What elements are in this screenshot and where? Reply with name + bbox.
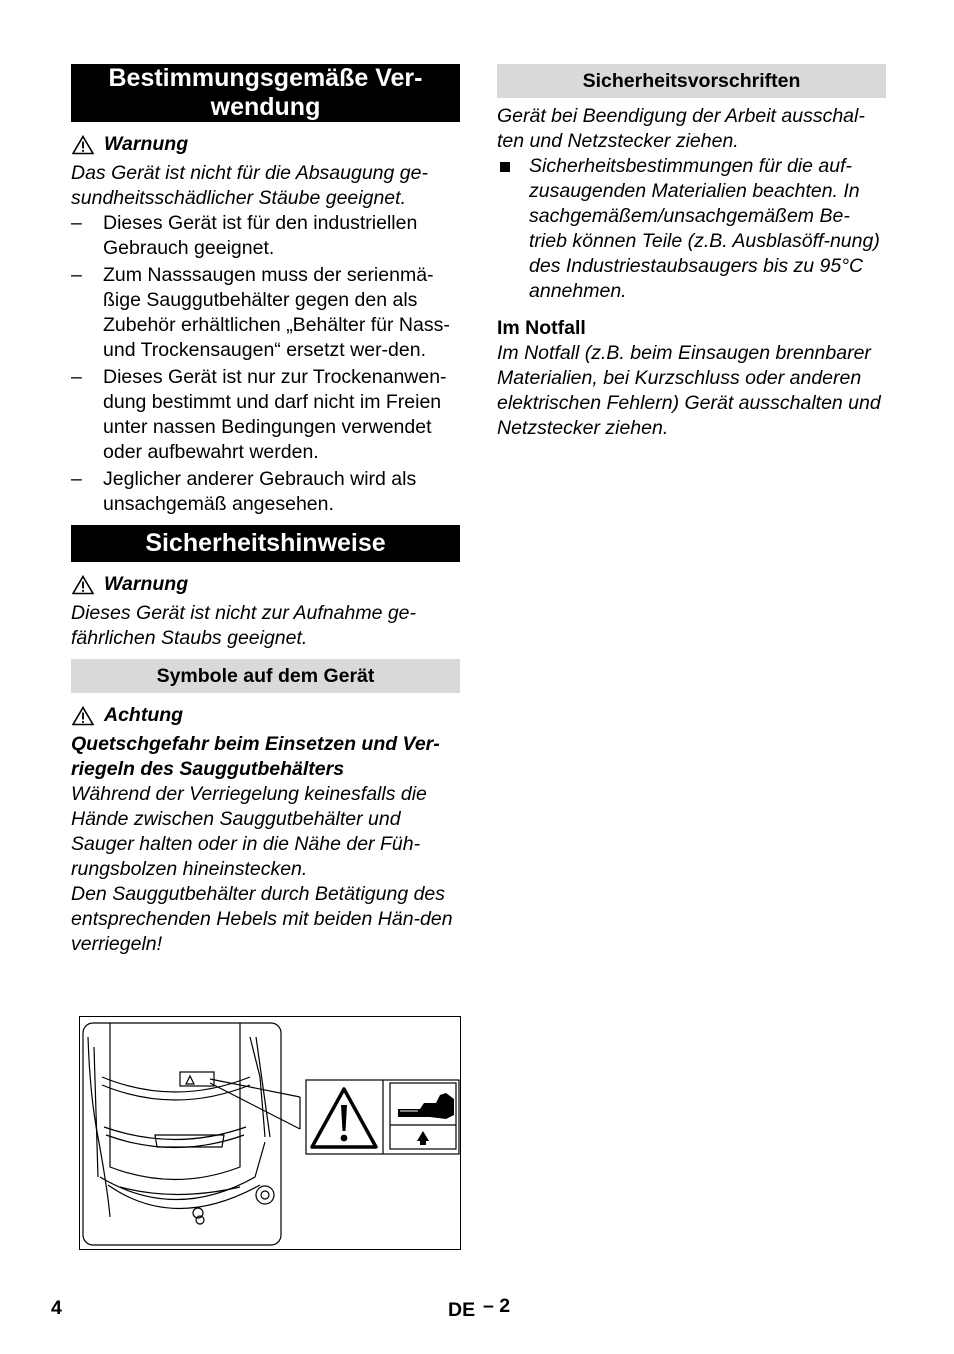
- device-symbol-figure: [79, 1016, 461, 1250]
- safety-rules-intro: Gerät bei Beendigung der Arbeit ausschal-ten und Netzstecker ziehen.: [497, 105, 865, 152]
- warning-label-text: Warnung: [104, 133, 189, 155]
- heading-line-1: Bestimmungsgemäße Ver-: [108, 64, 423, 92]
- section-heading-safety: Sicherheitshinweise: [71, 525, 460, 562]
- subheading-safety-rules: Sicherheitsvorschriften: [497, 64, 886, 98]
- left-column: [71, 64, 460, 957]
- warning-text-1: Das Gerät ist nicht für die Absaugung ge-sundheitsschädlicher Stäube geeignet.: [71, 162, 428, 209]
- list-item: – Dieses Gerät ist für den industriellen Gebrauch geeignet.: [71, 212, 418, 259]
- warning-triangle-icon: [72, 706, 94, 726]
- dash-marker: –: [71, 366, 82, 388]
- heading-line-2: wendung: [210, 93, 321, 121]
- list-item: Sicherheitsbestimmungen für die auf-zusaugenden Materialien beachten. In sachgemäßem/unsachgemäßem Be-trieb können Teile (z.B. Ausblasöff-nung) des Industriestaubsaugers bis zu 95°C annehmen.: [497, 154, 886, 304]
- usage-list: [71, 211, 460, 517]
- caution-title: Quetschgefahr beim Einsetzen und Ver-riegeln des Sauggutbehälters: [71, 733, 440, 780]
- emergency-heading: Im Notfall: [497, 317, 586, 339]
- vacuum-cleaner-illustration: [80, 1017, 461, 1250]
- safety-rules-list: [497, 154, 886, 304]
- footer-section-page: – 2: [483, 1295, 511, 1317]
- warning-triangle-icon: [72, 135, 94, 155]
- list-item: – Dieses Gerät ist nur zur Trockenanwen-dung bestimmt und darf nicht im Freien unter nassen Bedingungen verwendet oder aufbewahrt werden.: [71, 366, 447, 463]
- warning-label-text: Warnung: [104, 573, 189, 595]
- square-bullet-icon: [500, 162, 510, 172]
- caution-text-1: Während der Verriegelung keinesfalls die Hände zwischen Sauggutbehälter und Sauger halten oder in die Nähe der Füh-rungsbolzen hineinstecken.: [71, 783, 427, 880]
- warning-symbol-icon: [312, 1089, 376, 1147]
- emergency-text: Im Notfall (z.B. beim Einsaugen brennbarer Materialien, bei Kurzschluss oder anderen elektrischen Fehlern) Gerät ausschalten und Netzstecker ziehen.: [497, 342, 881, 439]
- dash-marker: –: [71, 212, 82, 234]
- warning-label-1: [71, 132, 460, 157]
- dash-marker: –: [71, 264, 82, 286]
- page-number: 4: [51, 1297, 62, 1319]
- arrow-up-icon: [417, 1131, 429, 1145]
- section-heading-intended-use: [71, 64, 460, 122]
- list-item: – Jeglicher anderer Gebrauch wird als unsachgemäß angesehen.: [71, 468, 417, 515]
- list-item: – Zum Nasssaugen muss der serienmä-ßige Sauggutbehälter gegen den als Zubehör erhältlichen „Behälter für Nass- und Trockensaugen“ ersetzt wer-den.: [71, 264, 450, 361]
- subheading-symbols: Symbole auf dem Gerät: [71, 659, 460, 693]
- hand-pinch-icon: [398, 1093, 454, 1119]
- dash-marker: –: [71, 468, 82, 490]
- right-column: [497, 64, 886, 441]
- warning-triangle-icon: [72, 575, 94, 595]
- warning-label-2: [71, 572, 460, 597]
- footer-language: DE: [448, 1299, 476, 1321]
- caution-label-text: Achtung: [104, 704, 184, 726]
- warning-text-2: Dieses Gerät ist nicht zur Aufnahme ge-fährlichen Staubs geeignet.: [71, 602, 417, 649]
- caution-label: [71, 703, 460, 728]
- caution-text-2: Den Sauggutbehälter durch Betätigung des entsprechenden Hebels mit beiden Hän-den verriegeln!: [71, 883, 453, 955]
